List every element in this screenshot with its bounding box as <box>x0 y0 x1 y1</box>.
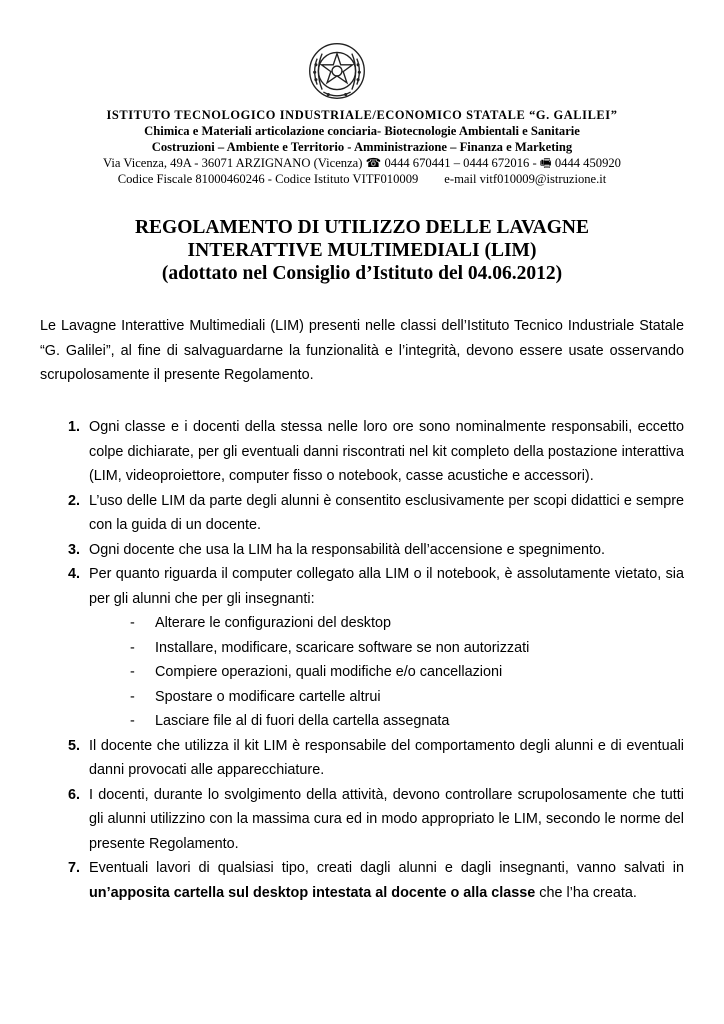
institute-courses-1: Chimica e Materiali articolazione conciaria- Biotecnologie Ambientali e Sanitarie <box>144 124 580 138</box>
list-item: - Installare, modificare, scaricare software se non autorizzati <box>130 639 530 656</box>
rule-item <box>40 562 684 734</box>
rule-text: Eventuali lavori di qualsiasi tipo, creati dagli alunni e dagli insegnanti, vanno salvati in <box>89 860 684 876</box>
list-item: - Alterare le configurazioni del desktop <box>130 615 391 631</box>
title-line-3: (adottato nel Consiglio d’Istituto del 04.06.2012) <box>161 263 563 284</box>
italian-republic-emblem-icon <box>306 40 368 102</box>
institute-address: Via Vicenza, 49A - 36071 ARZIGNANO (Vicenza) <box>103 156 363 170</box>
rule-number: 7. <box>68 860 81 876</box>
rule-text: L’uso delle LIM da parte degli alunni è consentito esclusivamente per scopi didattici e sempre con la guida di un docente. <box>89 492 684 533</box>
institute-email[interactable]: e-mail vitf010009@istruzione.it <box>444 172 607 186</box>
institute-fax: 0444 450920 <box>554 156 621 170</box>
institute-courses-2: Costruzioni – Ambiente e Territorio - Amministrazione – Finanza e Marketing <box>151 140 573 154</box>
list-item: - Compiere operazioni, quali modifiche e/o cancellazioni <box>130 664 503 680</box>
fax-icon: 🖷 <box>539 156 552 170</box>
institute-phone: 0444 670441 – 0444 672016 - <box>384 156 537 170</box>
rule-text: Ogni classe e i docenti della stessa nelle loro ore sono nominalmente responsabili, eccetto colpe dichiarate, per gli eventuali danni riscontrati nel kit completo della postazione interattiva (LIM, videoproiettore, computer fisso o notebook, casse acustiche e accessori). <box>89 419 684 484</box>
rule-item <box>40 538 684 563</box>
rules-list <box>40 415 684 905</box>
title-line-1: REGOLAMENTO DI UTILIZZO DELLE LAVAGNE <box>134 217 590 238</box>
institute-codes-line <box>40 171 684 187</box>
rule-number: 2. <box>68 492 81 509</box>
rule-item <box>40 415 684 489</box>
rule-text: Ogni docente che usa la LIM ha la responsabilità dell’accensione e spegnimento. <box>89 541 605 558</box>
rule-item <box>40 734 684 783</box>
rule-text: I docenti, durante lo svolgimento della attività, devono controllare scrupolosamente che tutti gli alunni utilizzino con la massima cura ed in modo appropriato le LIM, secondo le norme del presente Regolamento. <box>89 786 684 852</box>
institute-name: ISTITUTO TECNOLOGICO INDUSTRIALE/ECONOMICO STATALE “G. GALILEI” <box>106 108 618 122</box>
rule-item <box>40 489 684 538</box>
institute-codes: Codice Fiscale 81000460246 - Codice Istituto VITF010009 <box>117 172 419 186</box>
intro-paragraph: Le Lavagne Interattive Multimediali (LIM) presenti nelle classi dell’Istituto Tecnico Industriale Statale “G. Galilei”, al fine di salvaguardarne la funzionalità e l’integrità, devono essere usate osservando scrupolosamente il presente Regolamento. <box>40 318 684 383</box>
rule-text: Per quanto riguarda il computer collegato alla LIM o il notebook, è assolutamente vietato, sia per gli alunni che per gli insegnanti: <box>89 566 684 607</box>
rule-number: 6. <box>68 786 81 803</box>
rule-item <box>40 783 684 857</box>
rule-number: 4. <box>68 566 81 582</box>
institute-contacts <box>40 155 684 171</box>
rule-text: Il docente che utilizza il kit LIM è responsabile del comportamento degli alunni e di eventuali danni provocati alle apparecchiature. <box>89 737 684 778</box>
document-title <box>40 216 684 285</box>
list-item: - Lasciare file al di fuori della cartella assegnata <box>130 713 450 729</box>
rule-text-end: che l’ha creata. <box>539 884 637 901</box>
telephone-icon: ☎ <box>365 156 382 170</box>
title-line-2: INTERATTIVE MULTIMEDIALI (LIM) <box>187 240 537 261</box>
rule-number: 5. <box>68 737 81 754</box>
rule-number: 3. <box>68 541 81 558</box>
prohibited-actions-list <box>89 611 684 734</box>
list-item: - Spostare o modificare cartelle altrui <box>130 688 381 705</box>
rule-number: 1. <box>68 419 81 435</box>
rule-text-emphasis: un’apposita cartella sul desktop intestata al docente o alla classe <box>89 884 536 901</box>
rule-item <box>40 856 684 905</box>
letterhead <box>40 107 684 187</box>
